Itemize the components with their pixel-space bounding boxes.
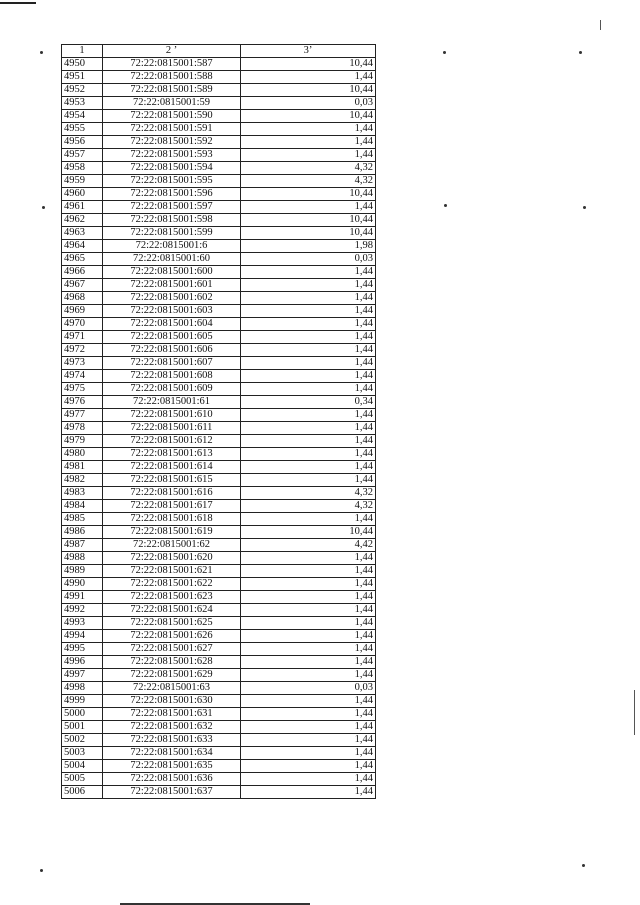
cadastral-number: 72:22:0815001:609 xyxy=(103,383,241,396)
area-value: 1,44 xyxy=(241,201,376,214)
table-row xyxy=(62,630,376,643)
table-row xyxy=(62,201,376,214)
table-row xyxy=(62,409,376,422)
area-value: 1,44 xyxy=(241,617,376,630)
row-number: 4982 xyxy=(62,474,103,487)
row-number: 5002 xyxy=(62,734,103,747)
area-value: 1,44 xyxy=(241,474,376,487)
cadastral-number: 72:22:0815001:616 xyxy=(103,487,241,500)
row-number: 4977 xyxy=(62,409,103,422)
table-row xyxy=(62,396,376,409)
row-number: 4988 xyxy=(62,552,103,565)
table-row xyxy=(62,266,376,279)
row-number: 4999 xyxy=(62,695,103,708)
cadastral-number: 72:22:0815001:600 xyxy=(103,266,241,279)
cadastral-number: 72:22:0815001:629 xyxy=(103,669,241,682)
cadastral-number: 72:22:0815001:617 xyxy=(103,500,241,513)
area-value: 1,44 xyxy=(241,123,376,136)
area-value: 1,44 xyxy=(241,383,376,396)
cadastral-number: 72:22:0815001:636 xyxy=(103,773,241,786)
row-number: 4972 xyxy=(62,344,103,357)
cadastral-number: 72:22:0815001:594 xyxy=(103,162,241,175)
area-value: 1,44 xyxy=(241,461,376,474)
table-row xyxy=(62,175,376,188)
row-number: 4989 xyxy=(62,565,103,578)
row-number: 4956 xyxy=(62,136,103,149)
table-row xyxy=(62,786,376,799)
scan-dot xyxy=(444,204,447,207)
row-number: 4986 xyxy=(62,526,103,539)
row-number: 4964 xyxy=(62,240,103,253)
table-row xyxy=(62,708,376,721)
area-value: 4,32 xyxy=(241,487,376,500)
cadastral-number: 72:22:0815001:60 xyxy=(103,253,241,266)
row-number: 4980 xyxy=(62,448,103,461)
table-header-row xyxy=(62,45,376,58)
cadastral-number: 72:22:0815001:610 xyxy=(103,409,241,422)
row-number: 4981 xyxy=(62,461,103,474)
table-row xyxy=(62,214,376,227)
table-row xyxy=(62,474,376,487)
table-row xyxy=(62,461,376,474)
table-row xyxy=(62,500,376,513)
row-number: 5004 xyxy=(62,760,103,773)
area-value: 1,44 xyxy=(241,565,376,578)
cadastral-number: 72:22:0815001:62 xyxy=(103,539,241,552)
area-value: 1,44 xyxy=(241,578,376,591)
row-number: 4958 xyxy=(62,162,103,175)
row-number: 4979 xyxy=(62,435,103,448)
table-row xyxy=(62,682,376,695)
cadastral-number: 72:22:0815001:632 xyxy=(103,721,241,734)
area-value: 10,44 xyxy=(241,110,376,123)
area-value: 4,32 xyxy=(241,162,376,175)
area-value: 1,44 xyxy=(241,422,376,435)
table-row xyxy=(62,383,376,396)
row-number: 5003 xyxy=(62,747,103,760)
table-row xyxy=(62,617,376,630)
row-number: 4961 xyxy=(62,201,103,214)
area-value: 4,32 xyxy=(241,500,376,513)
cadastral-number: 72:22:0815001:61 xyxy=(103,396,241,409)
row-number: 4960 xyxy=(62,188,103,201)
row-number: 4955 xyxy=(62,123,103,136)
area-value: 10,44 xyxy=(241,58,376,71)
area-value: 1,44 xyxy=(241,305,376,318)
cadastral-table xyxy=(61,44,376,799)
area-value: 1,44 xyxy=(241,357,376,370)
table-row xyxy=(62,526,376,539)
row-number: 4996 xyxy=(62,656,103,669)
row-number: 4983 xyxy=(62,487,103,500)
area-value: 1,44 xyxy=(241,734,376,747)
table-row xyxy=(62,656,376,669)
row-number: 4998 xyxy=(62,682,103,695)
column-header: 2 ’ xyxy=(103,45,241,58)
area-value: 10,44 xyxy=(241,188,376,201)
cadastral-number: 72:22:0815001:637 xyxy=(103,786,241,799)
area-value: 1,44 xyxy=(241,695,376,708)
area-value: 1,44 xyxy=(241,552,376,565)
row-number: 4953 xyxy=(62,97,103,110)
cadastral-number: 72:22:0815001:603 xyxy=(103,305,241,318)
table-row xyxy=(62,643,376,656)
area-value: 1,44 xyxy=(241,656,376,669)
table-row xyxy=(62,162,376,175)
row-number: 4995 xyxy=(62,643,103,656)
area-value: 1,44 xyxy=(241,292,376,305)
table-row xyxy=(62,669,376,682)
area-value: 1,44 xyxy=(241,643,376,656)
table-row xyxy=(62,539,376,552)
row-number: 4971 xyxy=(62,331,103,344)
row-number: 4973 xyxy=(62,357,103,370)
area-value: 1,44 xyxy=(241,513,376,526)
area-value: 1,44 xyxy=(241,331,376,344)
area-value: 1,44 xyxy=(241,279,376,292)
row-number: 4994 xyxy=(62,630,103,643)
column-header: 1 xyxy=(62,45,103,58)
cadastral-number: 72:22:0815001:635 xyxy=(103,760,241,773)
cadastral-number: 72:22:0815001:631 xyxy=(103,708,241,721)
table-row xyxy=(62,578,376,591)
area-value: 1,44 xyxy=(241,435,376,448)
table-row xyxy=(62,344,376,357)
table-row xyxy=(62,97,376,110)
cadastral-number: 72:22:0815001:59 xyxy=(103,97,241,110)
row-number: 4976 xyxy=(62,396,103,409)
table-row xyxy=(62,136,376,149)
row-number: 4970 xyxy=(62,318,103,331)
cadastral-number: 72:22:0815001:619 xyxy=(103,526,241,539)
area-value: 1,44 xyxy=(241,630,376,643)
scan-dot xyxy=(579,51,582,54)
scan-dot xyxy=(42,206,45,209)
table-row xyxy=(62,760,376,773)
scan-artifact-top xyxy=(0,2,36,4)
table-row xyxy=(62,721,376,734)
area-value: 1,44 xyxy=(241,721,376,734)
cadastral-number: 72:22:0815001:607 xyxy=(103,357,241,370)
area-value: 10,44 xyxy=(241,227,376,240)
row-number: 4959 xyxy=(62,175,103,188)
table-row xyxy=(62,552,376,565)
area-value: 10,44 xyxy=(241,526,376,539)
cadastral-number: 72:22:0815001:623 xyxy=(103,591,241,604)
row-number: 5006 xyxy=(62,786,103,799)
scan-dot xyxy=(443,51,446,54)
area-value: 4,32 xyxy=(241,175,376,188)
area-value: 1,44 xyxy=(241,149,376,162)
row-number: 4987 xyxy=(62,539,103,552)
cadastral-number: 72:22:0815001:601 xyxy=(103,279,241,292)
table-row xyxy=(62,448,376,461)
table-row xyxy=(62,292,376,305)
cadastral-number: 72:22:0815001:599 xyxy=(103,227,241,240)
area-value: 1,44 xyxy=(241,747,376,760)
table-row xyxy=(62,734,376,747)
area-value: 1,44 xyxy=(241,669,376,682)
table-row xyxy=(62,227,376,240)
row-number: 4954 xyxy=(62,110,103,123)
row-number: 4966 xyxy=(62,266,103,279)
cadastral-number: 72:22:0815001:627 xyxy=(103,643,241,656)
table-row xyxy=(62,747,376,760)
cadastral-number: 72:22:0815001:618 xyxy=(103,513,241,526)
area-value: 1,44 xyxy=(241,266,376,279)
area-value: 1,44 xyxy=(241,71,376,84)
row-number: 4968 xyxy=(62,292,103,305)
table-row xyxy=(62,149,376,162)
cadastral-number: 72:22:0815001:592 xyxy=(103,136,241,149)
cadastral-number: 72:22:0815001:593 xyxy=(103,149,241,162)
table-row xyxy=(62,188,376,201)
cadastral-number: 72:22:0815001:615 xyxy=(103,474,241,487)
table-row xyxy=(62,331,376,344)
row-number: 4992 xyxy=(62,604,103,617)
cadastral-number: 72:22:0815001:624 xyxy=(103,604,241,617)
cadastral-number: 72:22:0815001:588 xyxy=(103,71,241,84)
row-number: 4993 xyxy=(62,617,103,630)
table-row xyxy=(62,318,376,331)
area-value: 0,34 xyxy=(241,396,376,409)
cadastral-number: 72:22:0815001:634 xyxy=(103,747,241,760)
scan-artifact xyxy=(600,20,601,30)
row-number: 4969 xyxy=(62,305,103,318)
area-value: 1,44 xyxy=(241,760,376,773)
row-number: 5005 xyxy=(62,773,103,786)
row-number: 4952 xyxy=(62,84,103,97)
row-number: 4950 xyxy=(62,58,103,71)
table-row xyxy=(62,240,376,253)
table-row xyxy=(62,110,376,123)
row-number: 4990 xyxy=(62,578,103,591)
area-value: 10,44 xyxy=(241,84,376,97)
cadastral-number: 72:22:0815001:625 xyxy=(103,617,241,630)
table-row xyxy=(62,773,376,786)
cadastral-number: 72:22:0815001:613 xyxy=(103,448,241,461)
cadastral-number: 72:22:0815001:597 xyxy=(103,201,241,214)
table-row xyxy=(62,435,376,448)
area-value: 1,44 xyxy=(241,708,376,721)
table-row xyxy=(62,357,376,370)
row-number: 4984 xyxy=(62,500,103,513)
table-row xyxy=(62,487,376,500)
cadastral-number: 72:22:0815001:608 xyxy=(103,370,241,383)
table-row xyxy=(62,71,376,84)
table-row xyxy=(62,604,376,617)
area-value: 1,44 xyxy=(241,318,376,331)
cadastral-number: 72:22:0815001:602 xyxy=(103,292,241,305)
area-value: 0,03 xyxy=(241,97,376,110)
row-number: 4985 xyxy=(62,513,103,526)
cadastral-number: 72:22:0815001:596 xyxy=(103,188,241,201)
area-value: 0,03 xyxy=(241,253,376,266)
area-value: 4,42 xyxy=(241,539,376,552)
row-number: 5001 xyxy=(62,721,103,734)
row-number: 4963 xyxy=(62,227,103,240)
cadastral-number: 72:22:0815001:622 xyxy=(103,578,241,591)
cadastral-number: 72:22:0815001:630 xyxy=(103,695,241,708)
area-value: 1,44 xyxy=(241,344,376,357)
scan-dot xyxy=(40,869,43,872)
area-value: 1,44 xyxy=(241,591,376,604)
row-number: 4957 xyxy=(62,149,103,162)
scan-artifact xyxy=(634,690,635,735)
table-row xyxy=(62,591,376,604)
cadastral-number: 72:22:0815001:6 xyxy=(103,240,241,253)
scan-dot xyxy=(583,206,586,209)
cadastral-number: 72:22:0815001:620 xyxy=(103,552,241,565)
table-row xyxy=(62,253,376,266)
cadastral-number: 72:22:0815001:614 xyxy=(103,461,241,474)
cadastral-number: 72:22:0815001:626 xyxy=(103,630,241,643)
cadastral-number: 72:22:0815001:598 xyxy=(103,214,241,227)
row-number: 4975 xyxy=(62,383,103,396)
row-number: 4965 xyxy=(62,253,103,266)
row-number: 4978 xyxy=(62,422,103,435)
cadastral-number: 72:22:0815001:611 xyxy=(103,422,241,435)
area-value: 1,44 xyxy=(241,786,376,799)
cadastral-number: 72:22:0815001:604 xyxy=(103,318,241,331)
cadastral-number: 72:22:0815001:605 xyxy=(103,331,241,344)
cadastral-number: 72:22:0815001:63 xyxy=(103,682,241,695)
area-value: 1,44 xyxy=(241,448,376,461)
row-number: 4951 xyxy=(62,71,103,84)
table-row xyxy=(62,279,376,292)
row-number: 4967 xyxy=(62,279,103,292)
cadastral-number: 72:22:0815001:633 xyxy=(103,734,241,747)
area-value: 1,44 xyxy=(241,370,376,383)
cadastral-number: 72:22:0815001:621 xyxy=(103,565,241,578)
area-value: 1,44 xyxy=(241,773,376,786)
row-number: 4991 xyxy=(62,591,103,604)
table-row xyxy=(62,565,376,578)
column-header: 3’ xyxy=(241,45,376,58)
cadastral-number: 72:22:0815001:595 xyxy=(103,175,241,188)
row-number: 4974 xyxy=(62,370,103,383)
table-row xyxy=(62,422,376,435)
area-value: 1,98 xyxy=(241,240,376,253)
scan-dot xyxy=(582,864,585,867)
table-row xyxy=(62,84,376,97)
cadastral-number: 72:22:0815001:606 xyxy=(103,344,241,357)
table-row xyxy=(62,695,376,708)
area-value: 1,44 xyxy=(241,604,376,617)
cadastral-number: 72:22:0815001:628 xyxy=(103,656,241,669)
cadastral-number: 72:22:0815001:590 xyxy=(103,110,241,123)
table-row xyxy=(62,370,376,383)
table-row xyxy=(62,305,376,318)
table-row xyxy=(62,123,376,136)
area-value: 1,44 xyxy=(241,409,376,422)
area-value: 0,03 xyxy=(241,682,376,695)
cadastral-number: 72:22:0815001:591 xyxy=(103,123,241,136)
cadastral-number: 72:22:0815001:612 xyxy=(103,435,241,448)
row-number: 5000 xyxy=(62,708,103,721)
area-value: 10,44 xyxy=(241,214,376,227)
table-row xyxy=(62,58,376,71)
row-number: 4962 xyxy=(62,214,103,227)
cadastral-number: 72:22:0815001:587 xyxy=(103,58,241,71)
area-value: 1,44 xyxy=(241,136,376,149)
scan-dot xyxy=(40,51,43,54)
cadastral-number: 72:22:0815001:589 xyxy=(103,84,241,97)
table-row xyxy=(62,513,376,526)
row-number: 4997 xyxy=(62,669,103,682)
